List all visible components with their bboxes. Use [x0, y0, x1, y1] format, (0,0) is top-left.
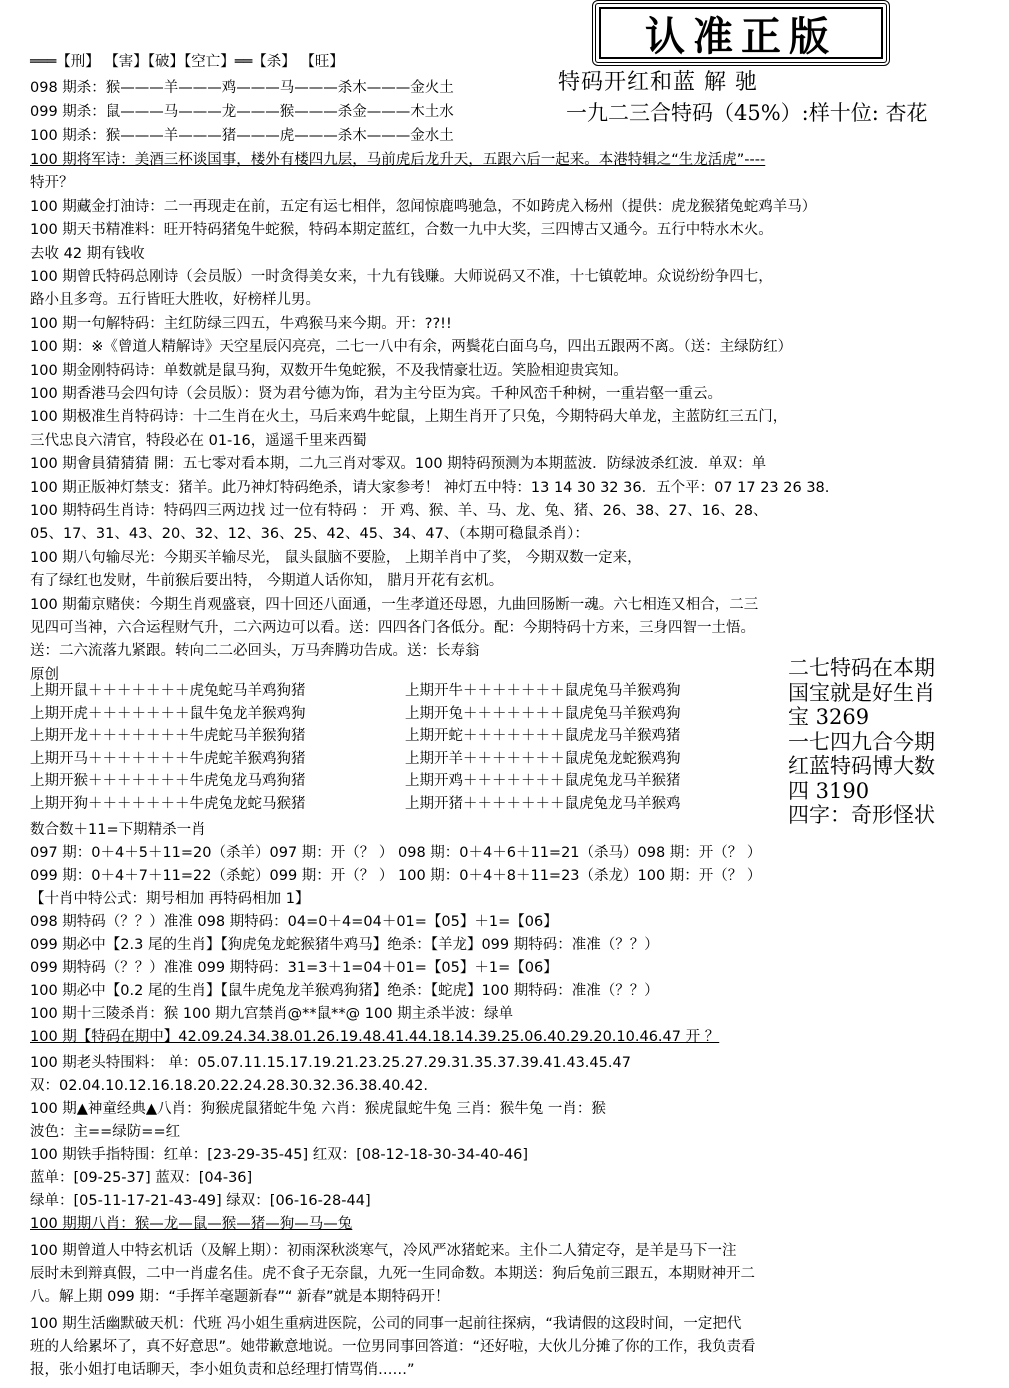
table-row: 上期开猪＋＋＋＋＋＋＋鼠虎兔龙马羊猴鸡 — [405, 795, 681, 812]
zodiac-table-left — [30, 680, 306, 815]
stamp-text: 认准正版 — [645, 12, 837, 60]
text-line: 05、17、31、43、20、32、12、36、25、42、45、34、47、（本期可稳鼠杀肖）： — [30, 526, 589, 543]
legend-row: ═══【刑】 【害】【破】【空亡】══【杀】 【旺】 — [30, 54, 344, 70]
text-line: 100 期生活幽默破天机：代班 冯小姐生重病进医院，公司的同事一起前往探病，“我请假的这段时间，一定把代 — [30, 1316, 742, 1332]
text-line: 路小且多弯。五行皆旺大胜收，好榜样儿男。 — [30, 292, 320, 309]
header-big-line-2: 一九二三合特码（45%）:样十位: 杏花 — [566, 101, 928, 125]
text-line: 蓝单：[09-25-37] 蓝双：[04-36] — [30, 1170, 253, 1186]
text-line: 100 期藏金打油诗：二一再现走在前，五定有运七相伴，忽闻惊鹿鸣驰急，不如跨虎入杨州（提供：虎龙猴猪兔蛇鸡羊马） — [30, 198, 817, 215]
text-line: 【十肖中特公式：期号相加 再特码相加 1】 — [30, 891, 310, 907]
text-line: 100 期正版神灯禁支：猪羊。此乃神灯特码绝杀，请大家参考！ 神灯五中特：13 14 30 32 36．五个平：07 17 23 26 38. — [30, 479, 830, 496]
text-line: 原创 — [30, 666, 59, 683]
text-line: 100 期期八肖：猴—龙—鼠—猴—猪—狗—马—兔 — [30, 1216, 353, 1232]
text-line: 双：02.04.10.12.16.18.20.22.24.28.30.32.36.38.40.42. — [30, 1078, 428, 1094]
table-row: 上期开鸡＋＋＋＋＋＋＋鼠虎兔龙马羊猴猪 — [405, 773, 681, 789]
text-line: 100 期必中【0.2 尾的生肖】【鼠牛虎兔龙羊猴鸡狗猪】绝杀：【蛇虎】100 期特码：准准（？？） — [30, 983, 659, 999]
table-row: 上期开蛇＋＋＋＋＋＋＋鼠虎龙马羊猴鸡猪 — [405, 728, 681, 744]
kill-row-099: 099 期杀：鼠———马———龙———猴———杀金———木土水 — [30, 104, 454, 120]
text-line: 见四可当神，六合运程财气升，二六两边可以看。送：四四各门各低分。配：今期特码十方来，三身四智一土悟。 — [30, 620, 755, 636]
right-box-line: 红蓝特码博大数 — [788, 754, 935, 778]
text-line: 100 期葡京赌侠：今期生肖观盛衰，四十回还八面通，一生孝道还母恩，九曲回肠断一魂。六七相连又相合，二三 — [30, 596, 759, 613]
table-row: 上期开龙＋＋＋＋＋＋＋牛虎蛇马羊猴狗猪 — [30, 728, 306, 744]
table-row: 上期开狗＋＋＋＋＋＋＋牛虎兔龙蛇马猴猪 — [30, 795, 306, 812]
right-box-line: 四字：奇形怪状 — [788, 803, 935, 827]
right-box-line: 四 3190 — [788, 778, 870, 803]
text-line: 100 期特码生肖诗：特码四三两边找 过一位有特码 ： 开 鸡、猴、羊、马、龙、兔、猪、26、38、27、16、28、 — [30, 503, 768, 519]
text-line: 去收 42 期有钱收 — [30, 245, 145, 262]
right-box-line: 二七特码在本期 — [788, 656, 935, 680]
text-line: 特开？ — [30, 175, 74, 192]
text-line: 100 期▲神童经典▲八肖：狗猴虎鼠猪蛇牛兔 六肖：猴虎鼠蛇牛兔 三肖：猴牛兔 一肖：猴 — [30, 1101, 606, 1117]
text-line: 099 期特码（？？）准准 099 期特码：31=3＋1=04＋01=【05】＋1=【06】 — [30, 960, 558, 976]
header-big-line-1: 特码开红和蓝 解 驰 — [558, 70, 758, 95]
kill-row-100: 100 期杀：猴———羊———猪———虎———杀木———金水土 — [30, 128, 454, 144]
text-line: 100 期【特码在期中】42.09.24.34.38.01.26.19.48.41.44.18.14.39.25.06.40.29.20.10.46.47 开 ？ — [30, 1029, 720, 1045]
text-line: 有了绿红也发财，牛前猴后要出特， 今期道人话你知， 腊月开花有玄机。 — [30, 573, 504, 590]
text-line: 100 期一句解特码：主红防绿三四五，牛鸡猴马来今期。开：??!! — [30, 315, 452, 332]
text-line: 辰时未到辩真假，二中一肖虚名佳。虎不食子无奈鼠，九死一生同命数。本期送：狗后兔前三跟五，本期财神开二 — [30, 1266, 755, 1282]
text-line: 报，张小姐打电话聊天，李小姐负责和总经理打情骂俏……” — [30, 1362, 415, 1378]
zodiac-table-right — [405, 680, 681, 815]
right-box-line: 一七四九合今期 — [788, 729, 935, 754]
table-row: 上期开羊＋＋＋＋＋＋＋鼠虎兔龙蛇猴鸡狗 — [405, 750, 681, 767]
table-row: 上期开猴＋＋＋＋＋＋＋牛虎兔龙马鸡狗猪 — [30, 773, 306, 789]
text-line: 三代忠良六清官，特段必在 01-16，遥遥千里来西蜀 — [30, 432, 367, 449]
right-prediction-box — [788, 656, 935, 828]
text-line: 数合数＋11=下期精杀一肖 — [30, 822, 206, 838]
text-line: 八。解上期 099 期：“手挥羊毫题新春”“ 新春”就是本期特码开！ — [30, 1289, 450, 1305]
text-line: 100 期曾氏特码总刚诗（会员版）一时贪得美女来，十九有钱赚。大师说码又不准，十七镇乾坤。众说纷纷争四七， — [30, 269, 773, 285]
text-line: 099 期：0＋4＋7＋11=22（杀蛇）099 期：开（？ ） 100 期：0＋4＋8＋11=23（杀龙）100 期：开（？ ） — [30, 868, 762, 884]
text-line: 098 期特码（？？）准准 098 期特码：04=0＋4=04＋01=【05】＋1=【06】 — [30, 914, 558, 930]
table-row: 上期开虎＋＋＋＋＋＋＋鼠牛兔龙羊猴鸡狗 — [30, 705, 306, 722]
kill-row-098: 098 期杀：猴———羊———鸡———马———杀木———金火土 — [30, 80, 454, 96]
text-line: 100 期天书精准料：旺开特码猪兔牛蛇猴，特码本期定蓝红，合数一九中大奖，三四博古又通今。五行中特水木火。 — [30, 222, 773, 239]
right-box-line: 国宝就是好生肖 — [788, 680, 935, 705]
text-line: 100 期十三陵杀肖：猴 100 期九宫禁肖@**鼠**@ 100 期主杀半波：绿单 — [30, 1006, 514, 1022]
table-row: 上期开牛＋＋＋＋＋＋＋鼠虎兔马羊猴鸡狗 — [405, 683, 681, 699]
text-line: 099 期必中【2.3 尾的生肖】【狗虎兔龙蛇猴猪牛鸡马】绝杀：【羊龙】099 期特码：准准（？？） — [30, 937, 659, 953]
table-row: 上期开鼠＋＋＋＋＋＋＋虎兔蛇马羊鸡狗猪 — [30, 683, 306, 699]
text-line: 100 期八句输尽光：今期买羊输尽光， 鼠头鼠脑不要脸， 上期羊肖中了奖， 今期双数一定来， — [30, 549, 642, 566]
text-line: 100 期曾道人中特玄机话（及解上期）：初雨深秋淡寒气，冷风严冰猪蛇来。主仆二人猜定夺，是羊是马下一注 — [30, 1243, 737, 1259]
authentic-stamp — [592, 0, 890, 66]
text-line: 100 期金刚特码诗：单数就是鼠马狗，双数开牛兔蛇猴，不及我情豪壮迈。笑脸相迎贵宾知。 — [30, 362, 628, 379]
text-line: 100 期香港马会四句诗（会员版）：贤为君兮德为饰，君为主兮臣为宾。千种风峦千种树，一重岩壑一重云。 — [30, 386, 723, 402]
text-line: 班的人给累坏了，真不好意思”。她带歉意地说。一位男同事回答道：“还好啦，大伙儿分摊了你的工作，我负责看 — [30, 1339, 756, 1355]
table-row: 上期开马＋＋＋＋＋＋＋牛虎蛇羊猴鸡狗猪 — [30, 750, 306, 767]
text-line: 绿单：[05-11-17-21-43-49] 绿双：[06-16-28-44] — [30, 1193, 371, 1209]
text-line: 100 期會員猜猜猜 開：五七零对看本期，二九三肖对零双。100 期特码预测为本期蓝波．防绿波杀红波．单双：单 — [30, 456, 767, 473]
table-row: 上期开兔＋＋＋＋＋＋＋鼠虎兔马羊猴鸡狗 — [405, 705, 681, 722]
right-box-line: 宝 3269 — [788, 705, 870, 729]
text-line: 100 期：※《曾道人精解诗》天空星辰闪亮亮，二七一八中有余，两鬓花白面乌乌，四出五跟两不离。（送：主绿防红） — [30, 339, 793, 356]
text-line: 100 期老头特围料： 单：05.07.11.15.17.19.21.23.25.27.29.31.35.37.39.41.43.45.47 — [30, 1055, 631, 1071]
text-line: 097 期：0＋4＋5＋11=20（杀羊）097 期：开（？ ） 098 期：0＋4＋6＋11=21（杀马）098 期：开（？ ） — [30, 845, 762, 861]
text-line: 100 期将军诗：美酒三杯谈国事，楼外有楼四九层，马前虎后龙升天，五跟六后一起来。本港特辑之“生龙活虎”---- — [30, 152, 766, 168]
text-line: 送：二六流落九紧跟。转向二二必回头，万马奔腾功告成。送：长寿翁 — [30, 643, 480, 660]
text-line: 100 期极准生肖特码诗：十二生肖在火土，马后来鸡牛蛇鼠，上期生肖开了只兔，今期特码大单龙，主蓝防红三五门， — [30, 409, 788, 426]
text-line: 100 期铁手指特围：红单：[23-29-35-45] 红双：[08-12-18-30-34-40-46] — [30, 1147, 529, 1163]
text-line: 波色：主==绿防==红 — [30, 1124, 181, 1140]
